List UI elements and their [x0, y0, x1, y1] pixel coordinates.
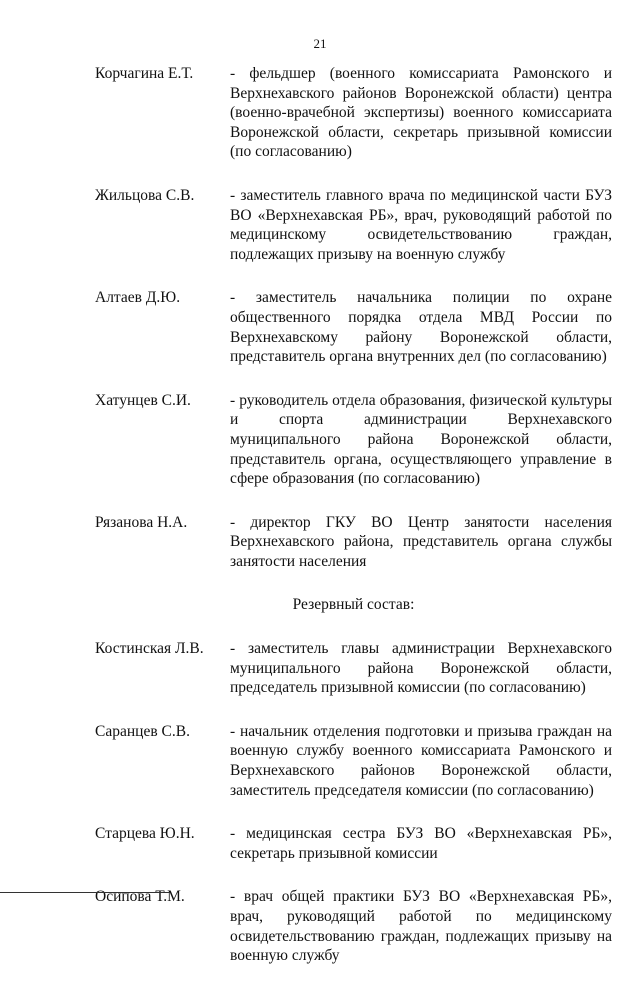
member-description: - медицинская сестра БУЗ ВО «Верхнехавская РБ», секретарь призывной комиссии [230, 825, 612, 862]
member-entry [95, 391, 612, 489]
member-entry [95, 288, 612, 366]
member-entry [95, 887, 612, 965]
footnote-separator [0, 892, 170, 893]
member-description: - директор ГКУ ВО Центр занятости населения Верхнехавского района, представитель органа службы занятости населения [230, 513, 612, 570]
member-description: - фельдшер (военного комиссариата Рамонского и Верхнехавского районов Воронежской области) центра (военно-врачебной экспертизы) военного комиссариата Воронежской области, секретарь призывной комиссии (по согласованию) [230, 65, 612, 161]
member-name: Старцева Ю.Н. [95, 825, 195, 843]
member-description: - заместитель начальника полиции по охране общественного порядка отдела МВД России по Верхнехавскому району Воронежской области, представитель органа внутренних дел (по согласованию) [230, 289, 612, 366]
page-number: 21 [313, 36, 327, 51]
member-description: - врач общей практики БУЗ ВО «Верхнехавская РБ», врач, руководящий работой по медицинскому освидетельствованию граждан, подлежащих призыву на военную службу [230, 888, 612, 965]
member-entry [95, 824, 612, 863]
member-description: - заместитель главного врача по медицинской части БУЗ ВО «Верхнехавская РБ», врач, руководящий работой по медицинскому освидетельствованию граждан, подлежащих призыву на военную службу [230, 186, 612, 263]
member-entry [95, 513, 612, 572]
member-name: Саранцев С.В. [95, 722, 190, 740]
member-name: Хатунцев С.И. [95, 391, 191, 409]
member-name: Рязанова Н.А. [95, 513, 188, 531]
member-description: - заместитель главы администрации Верхнехавского муниципального района Воронежской области, председатель призывной комиссии (по согласованию) [230, 640, 612, 697]
member-entry [95, 639, 612, 698]
member-name: Осипова Т.М. [95, 888, 185, 906]
member-name: Костинская Л.В. [95, 640, 204, 658]
member-entry [95, 64, 612, 162]
reserve-members-list [95, 639, 612, 966]
member-entry [95, 186, 612, 264]
member-name: Жильцова С.В. [95, 186, 195, 204]
member-name: Алтаев Д.Ю. [95, 289, 181, 307]
member-entry [95, 722, 612, 800]
member-name: Корчагина Е.Т. [95, 65, 194, 82]
member-description: - руководитель отдела образования, физической культуры и спорта администрации Верхнехавского муниципального района Воронежской области, представитель органа, осуществляющего управление в сфере образования (по согласованию) [230, 391, 612, 488]
main-members-list [95, 64, 612, 571]
commission-list [95, 64, 612, 990]
member-description: - начальник отделения подготовки и призыва граждан на военную службу военного комиссариата Рамонского и Верхнехавского районов Воронежской области, заместитель председателя комиссии (по согласованию) [230, 722, 612, 799]
reserve-heading: Резервный состав: [292, 596, 415, 614]
